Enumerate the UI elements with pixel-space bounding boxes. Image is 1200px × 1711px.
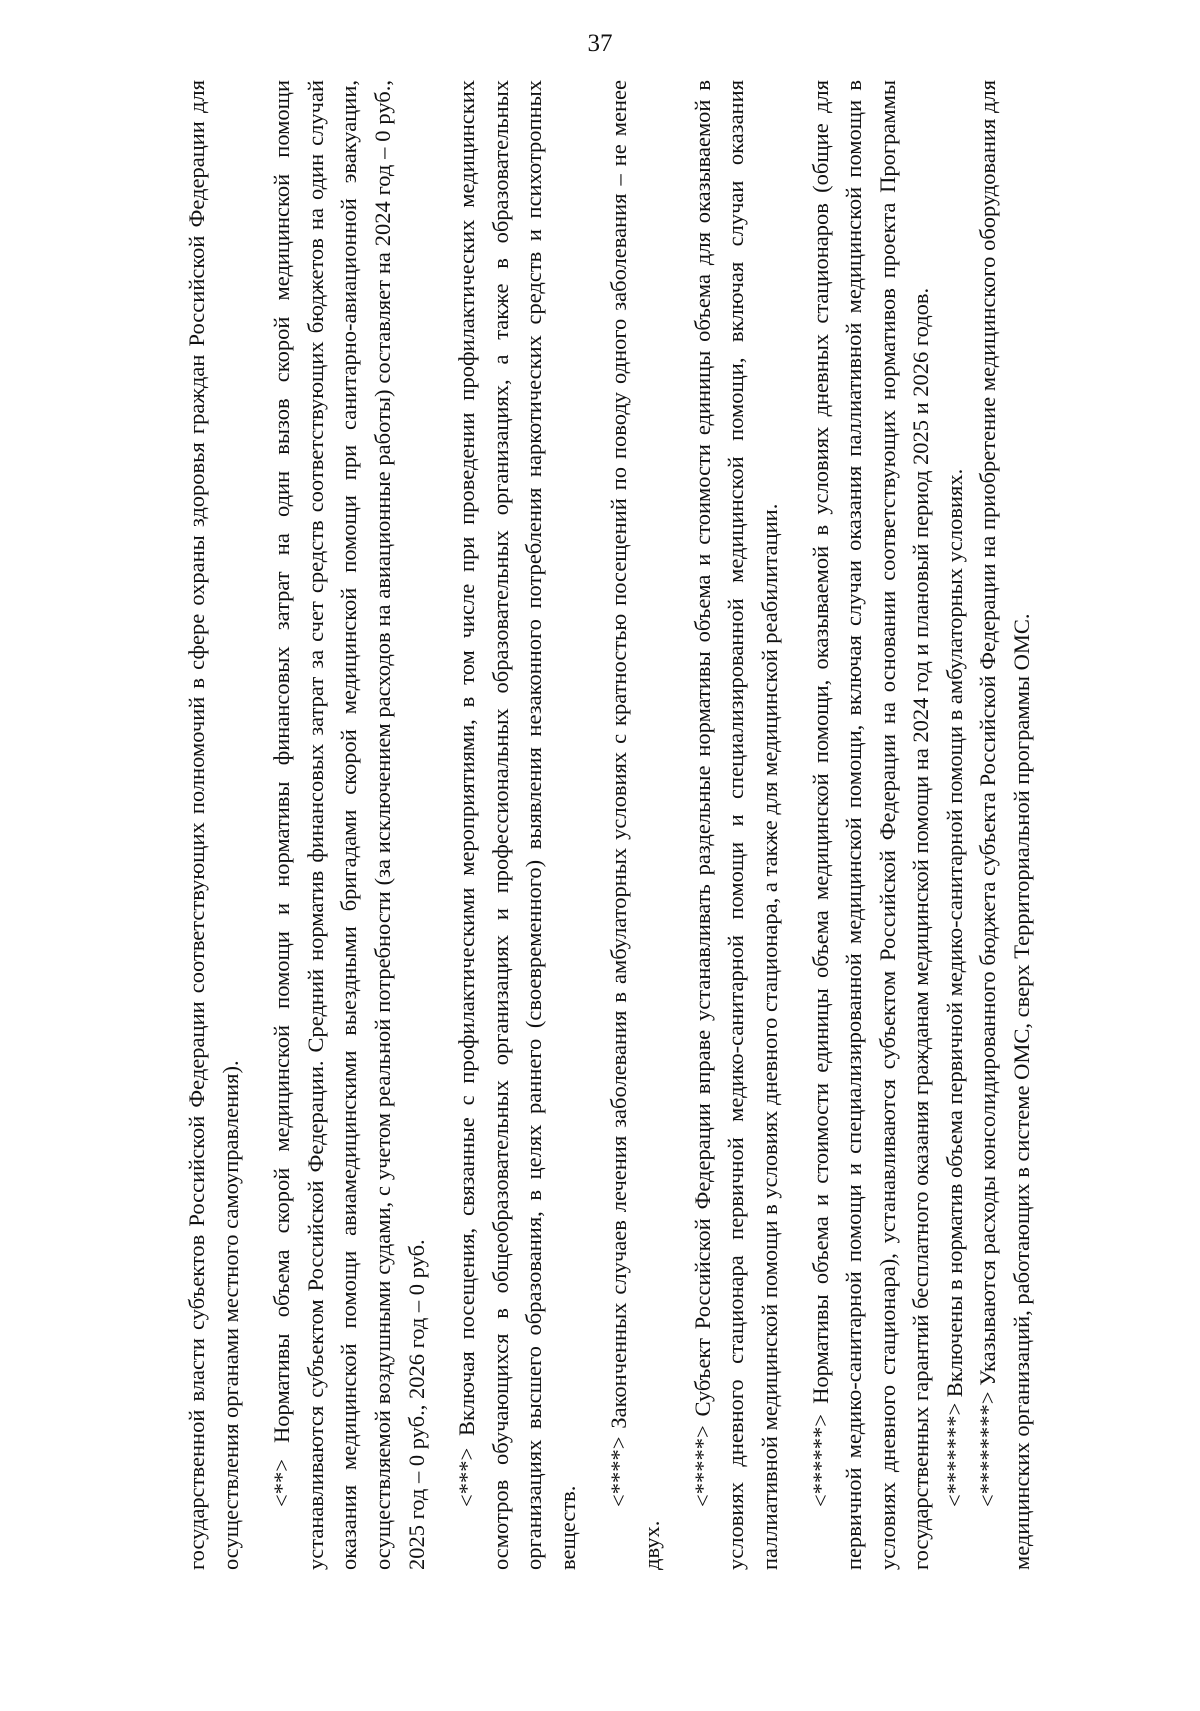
footnote-3: <***> Включая посещения, связанные с профилактическими мероприятиями, в том числе при проведении профилактических медицинских осмотров обучающихся в общеобразовательных организациях и профессиональных образовательных организациях, а также в образовательных организациях высшего образования, в целях раннего (своевременного) выявления незаконного потребления наркотических средств и психотропных веществ. [454, 80, 580, 1570]
rotated-text-block [180, 80, 1039, 1570]
page-number: 37 [587, 30, 613, 57]
footnote-7: <*******> Включены в норматив объема первичной медико-санитарной помощи в амбулаторных условиях. [941, 468, 967, 1507]
footnote-6: <******> Нормативы объема и стоимости единицы объема медицинской помощи, оказываемой в условиях дневных стационаров (общие для первичной медико-санитарной помощи и специализированной медицинской помощи, включая случаи оказания паллиативной медицинской помощи в условиях дневного стационара), устанавливаются субъектом Российской Федерации на основании соответствующих нормативов проекта Программы государственных гарантий бесплатного оказания гражданам медицинской помощи на 2024 год и плановый период 2025 и 2026 годов. [807, 80, 934, 1570]
footnote-8: <********> Указываются расходы консолидированного бюджета субъекта Российской Федерации на приобретение медицинского оборудования для медицинских организаций, работающих в системе ОМС, сверх Территориальной программы ОМС. [975, 80, 1035, 1570]
footnote-5: <*****> Субъект Российской Федерации вправе устанавливать раздельные нормативы объема и стоимости единицы объема для оказываемой в условиях дневного стационара первичной медико-санитарной помощи и специализированной медицинской помощи, включая случаи оказания паллиативной медицинской помощи в условиях дневного стационара, а также для медицинской реабилитации. [689, 80, 782, 1570]
footnote-4: <****> Законченных случаев лечения заболевания в амбулаторных условиях с кратностью посещений по поводу одного заболевания – не менее двух. [605, 80, 665, 1570]
footnote-2: <**> Нормативы объема скорой медицинской помощи и нормативы финансовых затрат на один вызов скорой медицинской помощи устанавливаются субъектом Российской Федерации. Средний норматив финансовых затрат за счет средств соответствующих бюджетов на один случай оказания медицинской помощи авиамедицинскими выездными бригадами скорой медицинской помощи при санитарно-авиационной эвакуации, осуществляемой воздушными судами, с учетом реальной потребности (за исключением расходов на авиационные работы) составляет на 2024 год – 0 руб., 2025 год – 0 руб., 2026 год – 0 руб. [269, 80, 429, 1570]
paragraph-continuation: государственной власти субъектов Российской Федерации соответствующих полномочий в сфере охраны здоровья граждан Российской Федерации для осуществления органами местного самоуправления). [184, 80, 243, 1570]
